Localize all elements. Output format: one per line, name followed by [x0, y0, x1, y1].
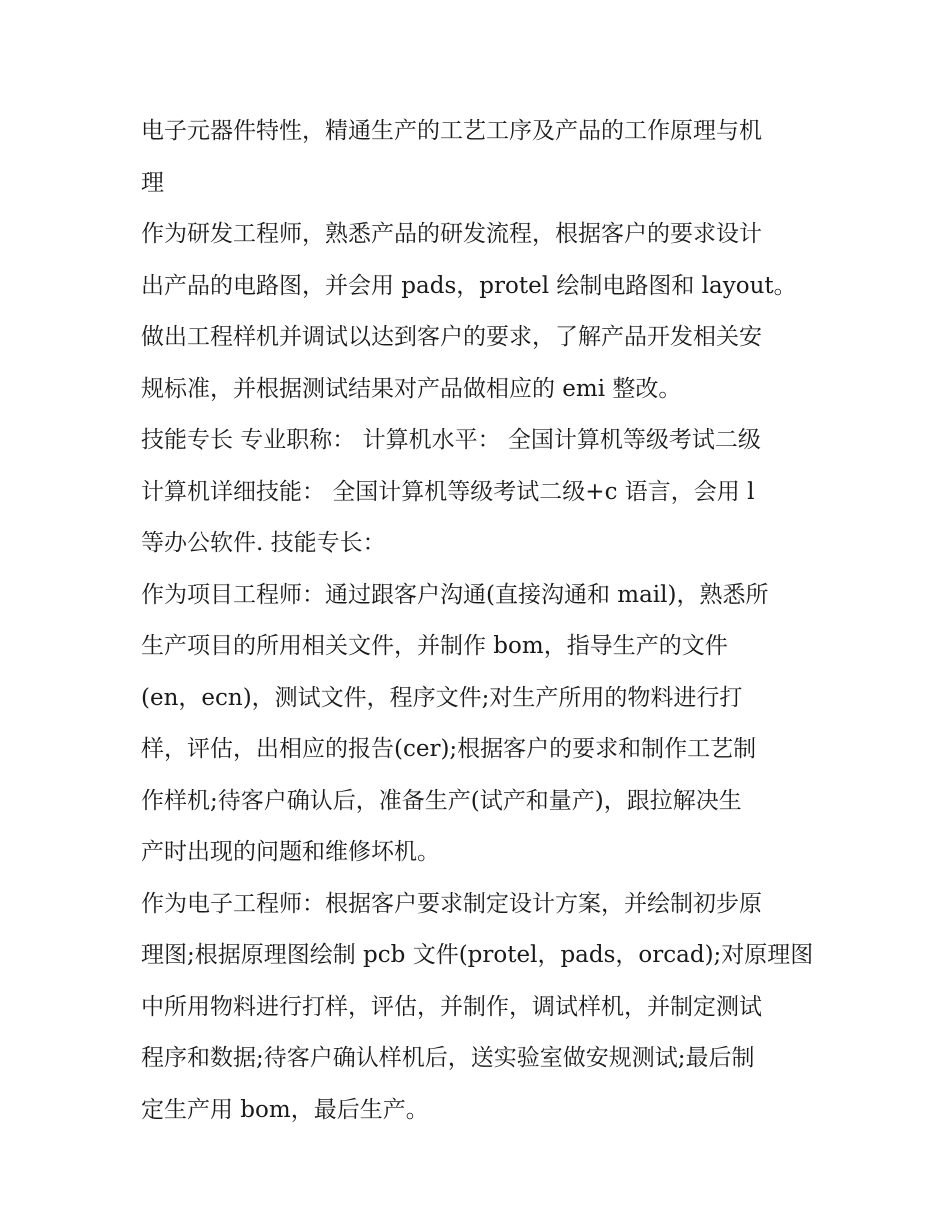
text-line: 作样机;待客户确认后，准备生产(试产和量产)，跟拉解决生	[141, 787, 742, 814]
text-line: 作为项目工程师：通过跟客户沟通(直接沟通和 mail)，熟悉所	[141, 581, 769, 608]
text-line: 产时出现的问题和维修坏机。	[141, 839, 440, 865]
text-line: 规标准，并根据测试结果对产品做相应的 emi 整改。	[141, 375, 682, 402]
text-line: 样，评估，出相应的报告(cer);根据客户的要求和制作工艺制	[141, 736, 757, 762]
document-body	[141, 106, 831, 1136]
text-line: (en，ecn)，测试文件，程序文件;对生产所用的物料进行打	[141, 684, 743, 711]
text-line: 电子元器件特性，精通生产的工艺工序及产品的工作原理与机	[141, 118, 762, 144]
text-line: 技能专长 专业职称： 计算机水平： 全国计算机等级考试二级	[141, 427, 761, 453]
text-line: 定生产用 bom，最后生产。	[141, 1096, 429, 1123]
text-line: 作为研发工程师，熟悉产品的研发流程，根据客户的要求设计	[141, 221, 762, 247]
text-line: 理图;根据原理图绘制 pcb 文件(protel，pads，orcad);对原理图	[141, 942, 814, 968]
text-line: 作为电子工程师：根据客户要求制定设计方案，并绘制初步原	[141, 890, 762, 917]
text-line: 理	[141, 169, 164, 196]
text-line: 中所用物料进行打样，评估，并制作，调试样机，并制定测试	[141, 993, 762, 1020]
text-line: 程序和数据;待客户确认样机后，送实验室做安规测试;最后制	[141, 1045, 755, 1071]
text-line: 生产项目的所用相关文件，并制作 bom，指导生产的文件	[141, 633, 728, 659]
text-line: 等办公软件. 技能专长：	[141, 530, 386, 556]
text-line: 做出工程样机并调试以达到客户的要求，了解产品开发相关安	[141, 324, 762, 350]
text-line: 出产品的电路图，并会用 pads，protel 绘制电路图和 layout。	[141, 272, 797, 299]
text-line: 计算机详细技能： 全国计算机等级考试二级+c 语言，会用 l	[141, 478, 755, 505]
